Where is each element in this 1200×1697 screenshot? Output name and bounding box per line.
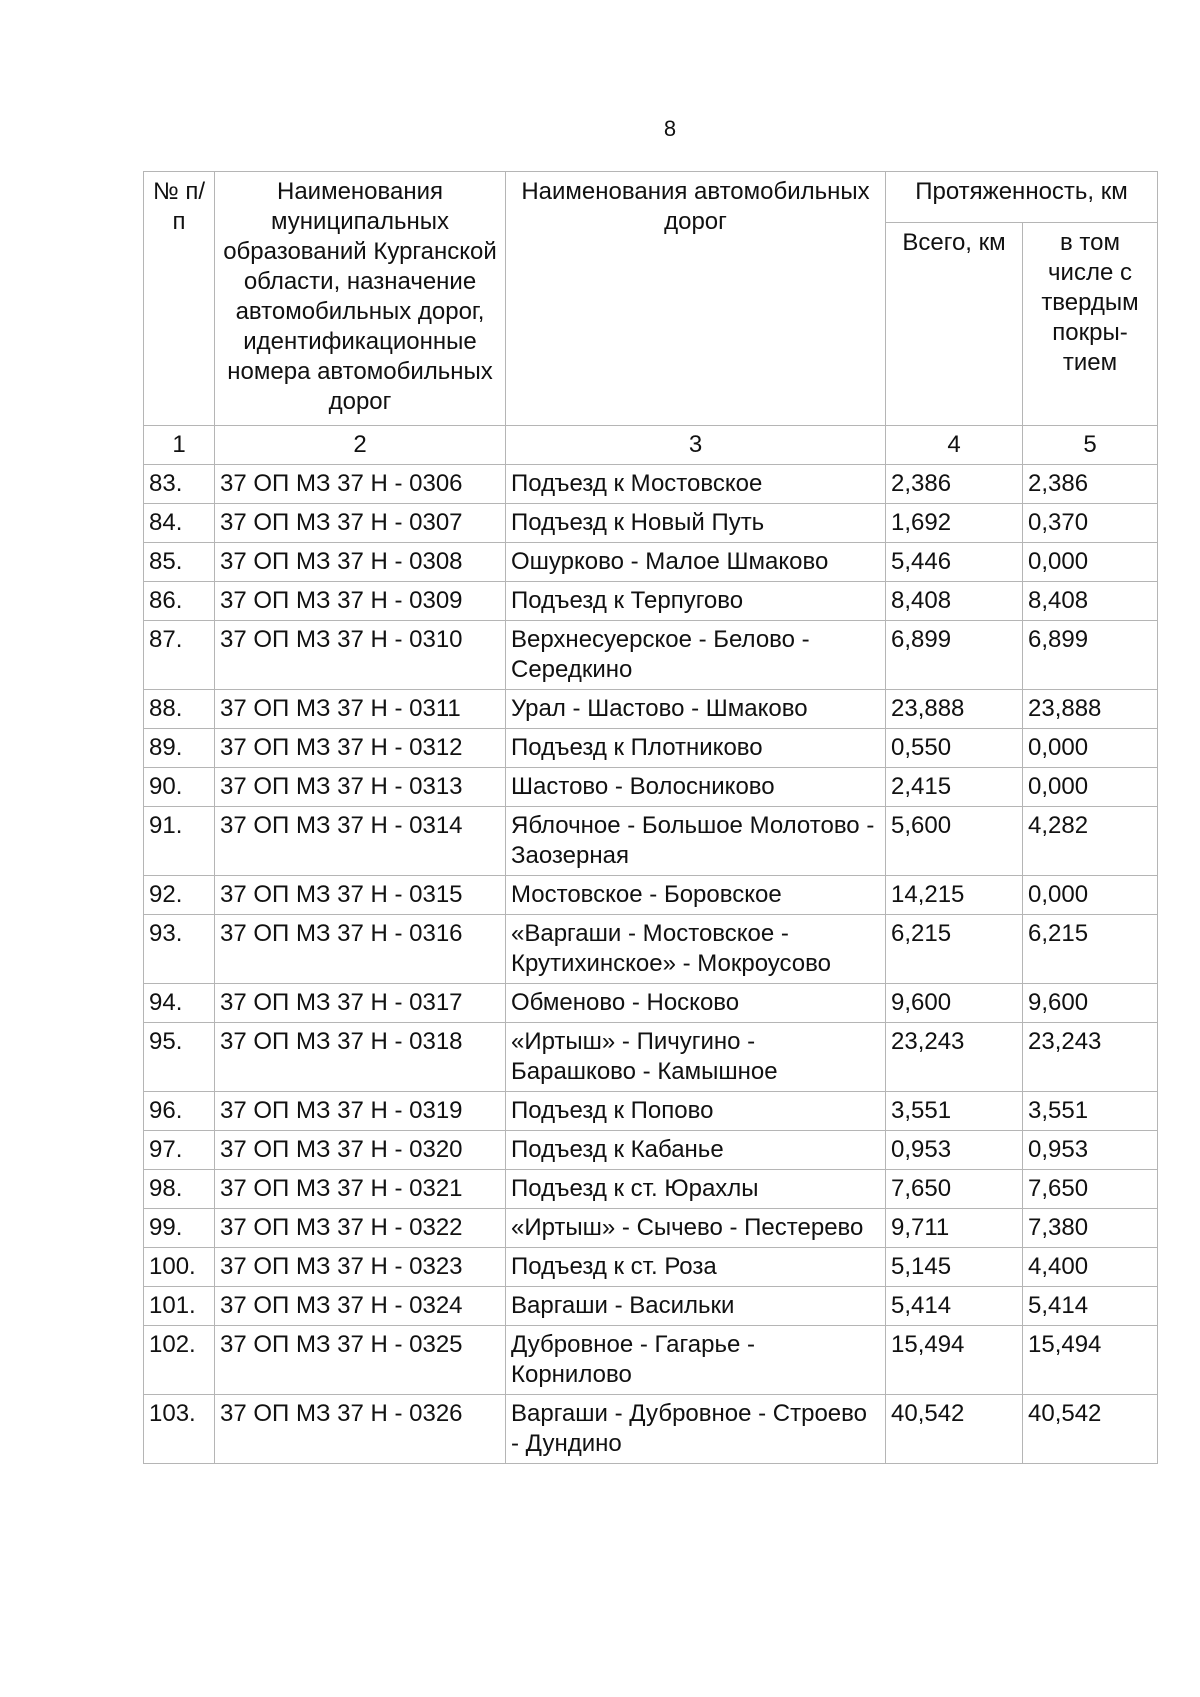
table-row	[144, 690, 1158, 729]
table-row	[144, 504, 1158, 543]
length-paved-cell: 2,386	[1023, 465, 1158, 504]
row-number-cell: 83.	[144, 465, 215, 504]
row-number-cell: 86.	[144, 582, 215, 621]
table-row	[144, 465, 1158, 504]
column-number: 5	[1023, 426, 1158, 465]
road-id-cell: 37 ОП МЗ 37 Н - 0313	[215, 768, 506, 807]
row-number-cell: 92.	[144, 876, 215, 915]
table-row	[144, 582, 1158, 621]
length-total-cell: 1,692	[886, 504, 1023, 543]
length-total-cell: 8,408	[886, 582, 1023, 621]
header-municipality: Наименования муниципальных образований Курганской области, назначение автомобильных дорог, идентификационные номера автомобильных дорог	[215, 172, 506, 426]
table-row	[144, 876, 1158, 915]
road-name-cell: Варгаши - Васильки	[506, 1287, 886, 1326]
table-row	[144, 807, 1158, 876]
header-total-km: Всего, км	[886, 222, 1023, 425]
road-id-cell: 37 ОП МЗ 37 Н - 0324	[215, 1287, 506, 1326]
length-total-cell: 0,550	[886, 729, 1023, 768]
road-name-cell: Подъезд к Мостовское	[506, 465, 886, 504]
road-name-cell: Верхнесуерское - Белово - Середкино	[506, 621, 886, 690]
road-name-cell: Подъезд к ст. Юрахлы	[506, 1170, 886, 1209]
road-id-cell: 37 ОП МЗ 37 Н - 0318	[215, 1023, 506, 1092]
table-header	[144, 172, 1158, 465]
length-total-cell: 14,215	[886, 876, 1023, 915]
length-total-cell: 6,899	[886, 621, 1023, 690]
header-length-group: Протяженность, км	[886, 172, 1158, 223]
road-id-cell: 37 ОП МЗ 37 Н - 0315	[215, 876, 506, 915]
road-name-cell: Обменово - Носково	[506, 984, 886, 1023]
road-id-cell: 37 ОП МЗ 37 Н - 0314	[215, 807, 506, 876]
row-number-cell: 90.	[144, 768, 215, 807]
table-body	[144, 465, 1158, 1464]
table-row	[144, 1209, 1158, 1248]
header-paved-km: в том числе с твердым покры-тием	[1023, 222, 1158, 425]
row-number-cell: 103.	[144, 1395, 215, 1464]
row-number-cell: 102.	[144, 1326, 215, 1395]
table-row	[144, 729, 1158, 768]
length-total-cell: 5,600	[886, 807, 1023, 876]
length-total-cell: 3,551	[886, 1092, 1023, 1131]
length-paved-cell: 0,953	[1023, 1131, 1158, 1170]
row-number-cell: 91.	[144, 807, 215, 876]
road-id-cell: 37 ОП МЗ 37 Н - 0317	[215, 984, 506, 1023]
table-row	[144, 621, 1158, 690]
road-id-cell: 37 ОП МЗ 37 Н - 0308	[215, 543, 506, 582]
row-number-cell: 88.	[144, 690, 215, 729]
length-total-cell: 6,215	[886, 915, 1023, 984]
length-total-cell: 2,386	[886, 465, 1023, 504]
road-name-cell: Подъезд к ст. Роза	[506, 1248, 886, 1287]
road-id-cell: 37 ОП МЗ 37 Н - 0306	[215, 465, 506, 504]
column-number: 1	[144, 426, 215, 465]
length-total-cell: 5,446	[886, 543, 1023, 582]
road-name-cell: Ошурково - Малое Шмаково	[506, 543, 886, 582]
row-number-cell: 98.	[144, 1170, 215, 1209]
table-row	[144, 1395, 1158, 1464]
row-number-cell: 95.	[144, 1023, 215, 1092]
road-name-cell: Подъезд к Плотниково	[506, 729, 886, 768]
table-row	[144, 984, 1158, 1023]
length-paved-cell: 5,414	[1023, 1287, 1158, 1326]
length-paved-cell: 0,000	[1023, 876, 1158, 915]
length-paved-cell: 0,000	[1023, 768, 1158, 807]
length-paved-cell: 6,899	[1023, 621, 1158, 690]
length-total-cell: 9,600	[886, 984, 1023, 1023]
length-paved-cell: 15,494	[1023, 1326, 1158, 1395]
length-paved-cell: 8,408	[1023, 582, 1158, 621]
length-paved-cell: 4,400	[1023, 1248, 1158, 1287]
table-row	[144, 543, 1158, 582]
road-name-cell: Яблочное - Большое Молотово - Заозерная	[506, 807, 886, 876]
length-total-cell: 2,415	[886, 768, 1023, 807]
road-id-cell: 37 ОП МЗ 37 Н - 0321	[215, 1170, 506, 1209]
length-paved-cell: 7,650	[1023, 1170, 1158, 1209]
road-name-cell: Урал - Шастово - Шмаково	[506, 690, 886, 729]
road-name-cell: Дубровное - Гагарье - Корнилово	[506, 1326, 886, 1395]
length-total-cell: 23,243	[886, 1023, 1023, 1092]
table-row	[144, 915, 1158, 984]
road-name-cell: Подъезд к Кабанье	[506, 1131, 886, 1170]
column-number: 2	[215, 426, 506, 465]
road-id-cell: 37 ОП МЗ 37 Н - 0309	[215, 582, 506, 621]
road-name-cell: Подъезд к Новый Путь	[506, 504, 886, 543]
row-number-cell: 87.	[144, 621, 215, 690]
road-name-cell: Подъезд к Терпугово	[506, 582, 886, 621]
length-paved-cell: 23,888	[1023, 690, 1158, 729]
length-total-cell: 40,542	[886, 1395, 1023, 1464]
row-number-cell: 99.	[144, 1209, 215, 1248]
roads-table	[143, 171, 1158, 1464]
road-id-cell: 37 ОП МЗ 37 Н - 0310	[215, 621, 506, 690]
row-number-cell: 93.	[144, 915, 215, 984]
length-paved-cell: 7,380	[1023, 1209, 1158, 1248]
table-row	[144, 1326, 1158, 1395]
table-row	[144, 1248, 1158, 1287]
table-row	[144, 1287, 1158, 1326]
length-paved-cell: 3,551	[1023, 1092, 1158, 1131]
column-number: 3	[506, 426, 886, 465]
row-number-cell: 100.	[144, 1248, 215, 1287]
length-total-cell: 5,414	[886, 1287, 1023, 1326]
column-number: 4	[886, 426, 1023, 465]
column-number-row	[144, 426, 1158, 465]
road-id-cell: 37 ОП МЗ 37 Н - 0326	[215, 1395, 506, 1464]
length-paved-cell: 0,370	[1023, 504, 1158, 543]
road-id-cell: 37 ОП МЗ 37 Н - 0311	[215, 690, 506, 729]
length-paved-cell: 9,600	[1023, 984, 1158, 1023]
road-id-cell: 37 ОП МЗ 37 Н - 0307	[215, 504, 506, 543]
road-name-cell: Шастово - Волосниково	[506, 768, 886, 807]
table-row	[144, 1023, 1158, 1092]
road-name-cell: «Иртыш» - Пичугино - Барашково - Камышное	[506, 1023, 886, 1092]
row-number-cell: 96.	[144, 1092, 215, 1131]
length-total-cell: 0,953	[886, 1131, 1023, 1170]
road-id-cell: 37 ОП МЗ 37 Н - 0316	[215, 915, 506, 984]
road-id-cell: 37 ОП МЗ 37 Н - 0319	[215, 1092, 506, 1131]
road-id-cell: 37 ОП МЗ 37 Н - 0323	[215, 1248, 506, 1287]
road-name-cell: Подъезд к Попово	[506, 1092, 886, 1131]
row-number-cell: 94.	[144, 984, 215, 1023]
length-total-cell: 23,888	[886, 690, 1023, 729]
road-name-cell: «Варгаши - Мостовское - Крутихинское» - Мокроусово	[506, 915, 886, 984]
road-id-cell: 37 ОП МЗ 37 Н - 0312	[215, 729, 506, 768]
length-paved-cell: 23,243	[1023, 1023, 1158, 1092]
row-number-cell: 85.	[144, 543, 215, 582]
road-name-cell: Варгаши - Дубровное - Строево - Дундино	[506, 1395, 886, 1464]
road-id-cell: 37 ОП МЗ 37 Н - 0325	[215, 1326, 506, 1395]
table-row	[144, 768, 1158, 807]
row-number-cell: 101.	[144, 1287, 215, 1326]
length-paved-cell: 0,000	[1023, 729, 1158, 768]
length-total-cell: 15,494	[886, 1326, 1023, 1395]
page-number: 8	[663, 116, 677, 141]
header-row-number: № п/п	[144, 172, 215, 426]
table-row	[144, 1131, 1158, 1170]
road-name-cell: Мостовское - Боровское	[506, 876, 886, 915]
length-paved-cell: 40,542	[1023, 1395, 1158, 1464]
road-name-cell: «Иртыш» - Сычево - Пестерево	[506, 1209, 886, 1248]
length-total-cell: 5,145	[886, 1248, 1023, 1287]
header-road-name: Наименования автомобильных дорог	[506, 172, 886, 426]
table-row	[144, 1170, 1158, 1209]
road-id-cell: 37 ОП МЗ 37 Н - 0322	[215, 1209, 506, 1248]
length-total-cell: 7,650	[886, 1170, 1023, 1209]
length-total-cell: 9,711	[886, 1209, 1023, 1248]
row-number-cell: 84.	[144, 504, 215, 543]
length-paved-cell: 6,215	[1023, 915, 1158, 984]
table-row	[144, 1092, 1158, 1131]
length-paved-cell: 0,000	[1023, 543, 1158, 582]
length-paved-cell: 4,282	[1023, 807, 1158, 876]
row-number-cell: 89.	[144, 729, 215, 768]
road-id-cell: 37 ОП МЗ 37 Н - 0320	[215, 1131, 506, 1170]
row-number-cell: 97.	[144, 1131, 215, 1170]
